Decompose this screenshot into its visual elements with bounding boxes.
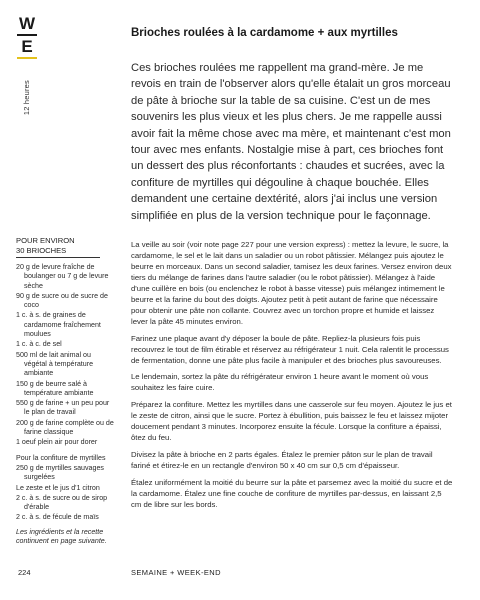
- ingredient-item: 250 g de myrtilles sauvages surgelées: [16, 463, 104, 482]
- intro-paragraph: Ces brioches roulées me rappellent ma grand-mère. Je me revois en train de l'observer alors qu'elle étalait un gros morceau de pâte à brioche sur la table de sa cuisine. C'est un de mes souvenirs les plus vieux et les plus chers. Je me rappelle aussi avoir fait la même chose avec ma mère, et maintenant c'est mon tour avec mes enfants. Nostalgie mise à part, ces brioches font un dessert des plus réconfortants : chaudes et sucrées, avec la confiture de myrtilles qui dégouline à chaque bouchée. Elles demandent une certaine dextérité, alors j'ai inclus une version simplifiée en plus de la version technique pour le façonnage.: [131, 62, 451, 222]
- step-paragraph: Farinez une plaque avant d'y déposer la boule de pâte. Repliez-la plusieurs fois puis recouvrez le tout de film étirable et réservez au réfrigérateur 1 nuit. Cela ralentit le processus de fermentation, donne une pâte plus facile à manipuler et des brioches plus savoureuses.: [131, 333, 449, 365]
- chapter-tab: [16, 14, 38, 116]
- ingredient-item: 550 g de farine + un peu pour le plan de travail: [16, 399, 110, 417]
- tab-letter-e: E: [21, 37, 33, 56]
- ingredient-item: 1 oeuf plein air pour dorer: [16, 438, 98, 447]
- ingredient-item: 20 g de levure fraîche de boulanger ou 7 g de levure sèche: [16, 263, 109, 290]
- ingredient-item: 2 c. à s. de fécule de maïs: [16, 513, 99, 522]
- confiture-heading: Pour la confiture de myrtilles: [16, 453, 106, 462]
- ingredient-item: 500 ml de lait animal ou végétal à température ambiante: [16, 350, 94, 378]
- tab-divider: [17, 34, 37, 36]
- ingredient-item: 90 g de sucre ou de sucre de coco: [16, 291, 108, 310]
- servings-line-1: POUR ENVIRON: [16, 236, 75, 245]
- servings-underline: [16, 257, 100, 258]
- section-footer: SEMAINE + WEEK-END: [131, 568, 221, 577]
- continued-note: Les ingrédients et la recette continuent en page suivante.: [16, 527, 107, 546]
- servings-line-2: 30 BRIOCHES: [16, 246, 67, 255]
- recipe-title: Brioches roulées à la cardamome + aux myrtilles: [131, 27, 398, 39]
- ingredient-item: 2 c. à s. de sucre ou de sirop d'érable: [16, 493, 108, 512]
- step-paragraph: La veille au soir (voir note page 227 pour une version express) : mettez la levure, le sucre, la cardamome, le sel et le lait dans un saladier ou un robot pâtissier. Mélangez puis ajoutez le beurre en morceaux. Dans un second saladier, tamisez les deux farines. Versez environ deux tiers du mélange de farines dans l'autre saladier (ou le robot pâtissier). Mélangez à l'aide d'une cuillère en bois (ou enclenchez le robot à basse vitesse) puis mélangez intimement le beurre et la farine du bout des doigts. Ajoutez petit à petit autant de farine que nécessaire pour obtenir une pâte non collante. Couvrez avec un torchon propre et humide et laissez lever la pâte 45 minutes environ.: [131, 240, 452, 326]
- time-label: 12 heures: [22, 80, 31, 116]
- step-paragraph: Le lendemain, sortez la pâte du réfrigérateur environ 1 heure avant le moment où vous souhaitez les faire cuire.: [131, 372, 429, 393]
- tab-accent-bar: [17, 57, 37, 59]
- step-paragraph: Étalez uniformément la moitié du beurre sur la pâte et parsemez avec la moitié du sucre et de la cardamome. Étalez une fine couche de confiture de myrtilles par-dessus, en laissant 2,5 cm de libre sur les bords.: [131, 478, 453, 510]
- ingredient-item: 200 g de farine complète ou de farine classique: [16, 418, 114, 437]
- method-steps: [131, 240, 453, 517]
- ingredient-item: 1 c. à c. de sel: [16, 340, 62, 349]
- step-paragraph: Divisez la pâte à brioche en 2 parts égales. Étalez le premier pâton sur le plan de travail fariné et étirez-le en un rectangle d'environ 50 x 40 cm sur 0,5 cm d'épaisseur.: [131, 450, 433, 471]
- tab-letter-w: W: [18, 14, 36, 33]
- ingredients-column: [16, 236, 114, 546]
- page-number: 224: [18, 568, 31, 577]
- ingredient-item: 150 g de beurre salé à température ambiante: [16, 379, 94, 397]
- ingredient-item: 1 c. à s. de graines de cardamome fraîchement moulues: [16, 311, 101, 339]
- ingredient-item: Le zeste et le jus d'1 citron: [16, 483, 100, 492]
- step-paragraph: Préparez la confiture. Mettez les myrtilles dans une casserole sur feu moyen. Ajoutez le jus et le zeste de citron, ainsi que le sucre. Portez à ébullition, puis baissez le feu et laissez mijoter doucement pendant 3 minutes. Incorporez ensuite la fécule. Lorsque la confiture a épaissi, ôtez du feu.: [131, 400, 452, 443]
